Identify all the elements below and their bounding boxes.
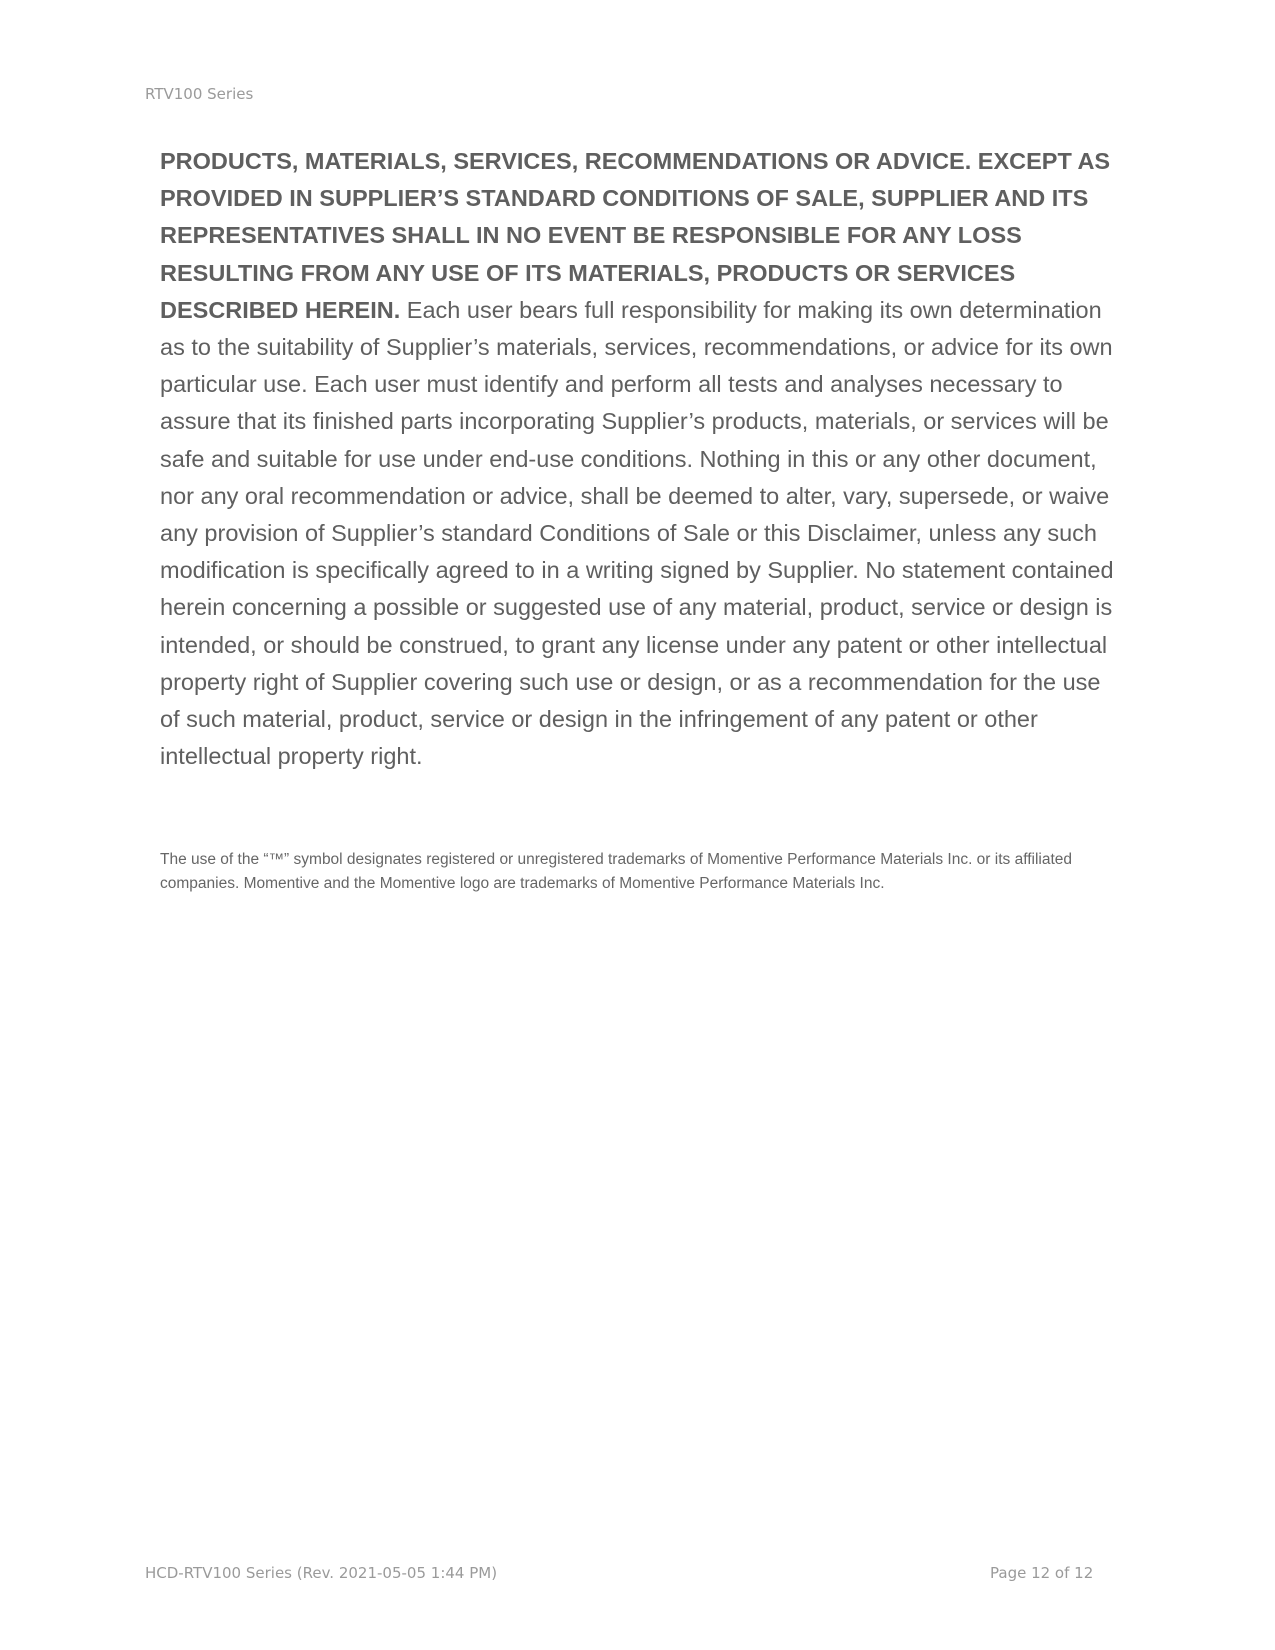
footer-document-id: HCD-RTV100 Series (Rev. 2021-05-05 1:44 PM) — [145, 1564, 498, 1582]
footer-page-number: Page 12 of 12 — [990, 1564, 1094, 1582]
trademark-note: The use of the “™” symbol designates registered or unregistered trademarks of Momentive Performance Materials Inc. or its affiliated companies. Momentive and the Momentive logo are trademarks of Momentive Performance Materials Inc. — [160, 851, 1073, 892]
disclaimer-paragraph — [160, 143, 1120, 775]
disclaimer-bold-lead: PRODUCTS, MATERIALS, SERVICES, RECOMMENDATIONS OR ADVICE. EXCEPT AS PROVIDED IN SUPPLIER’S STANDARD CONDITIONS OF SALE, SUPPLIER AND ITS REPRESENTATIVES SHALL IN NO EVENT BE RESPONSIBLE FOR ANY LOSS RESULTING FROM ANY USE OF ITS MATERIALS, PRODUCTS OR SERVICES DESCRIBED HEREIN. — [160, 148, 1111, 323]
header-series-label: RTV100 Series — [145, 85, 254, 103]
disclaimer-body: Each user bears full responsibility for making its own determination as to the suitability of Supplier’s materials, services, recommendations, or advice for its own particular use. Each user must identify and perform all tests and analyses necessary to assure that its finished parts incorporating Supplier’s products, materials, or services will be safe and suitable for use under end-use conditions. Nothing in this or any other document, nor any oral recommendation or advice, shall be deemed to alter, vary, supersede, or waive any provision of Supplier’s standard Conditions of Sale or this Disclaimer, unless any such modification is specifically agreed to in a writing signed by Supplier. No statement contained herein concerning a possible or suggested use of any material, product, service or design is intended, or should be construed, to grant any license under any patent or other intellectual property right of Supplier covering such use or design, or as a recommendation for the use of such material, product, service or design in the infringement of any patent or other intellectual property right. — [160, 296, 1114, 770]
